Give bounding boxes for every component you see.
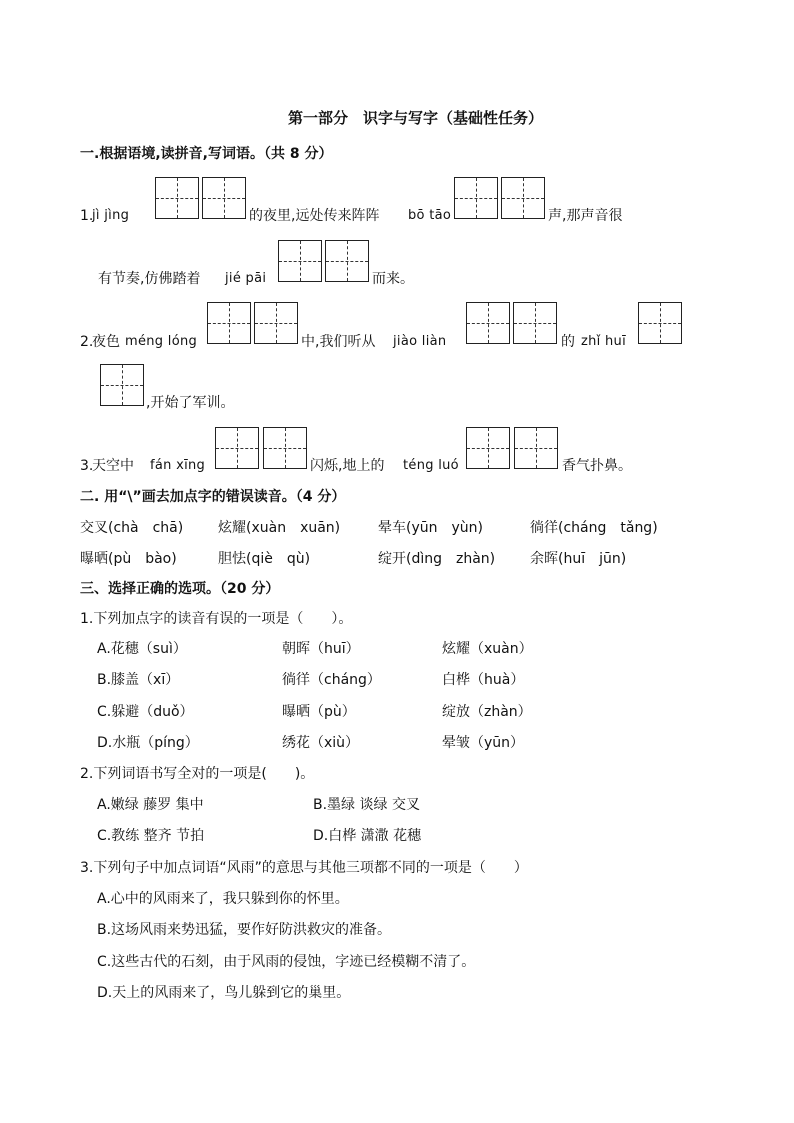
option-item[interactable]: C.教练 整齐 节拍 bbox=[97, 828, 205, 844]
writing-box[interactable] bbox=[466, 427, 510, 469]
option-item: 绽放（zhàn） bbox=[442, 704, 532, 720]
q1-number: 1. bbox=[80, 208, 94, 224]
pinyin-teng-luo: téng luó bbox=[403, 458, 459, 473]
writing-box[interactable] bbox=[263, 427, 307, 469]
pinyin-bo-tao: bō tāo bbox=[408, 208, 452, 223]
question-stem: 3.下列句子中加点词语“风雨”的意思与其他三项都不同的一项是（ ） bbox=[80, 860, 528, 876]
writing-box[interactable] bbox=[100, 364, 144, 406]
writing-box[interactable] bbox=[254, 302, 298, 344]
option-item[interactable]: D.水瓶（píng） bbox=[97, 735, 199, 751]
sentence-text: 声,那声音很 bbox=[548, 208, 623, 224]
option-item[interactable]: B.这场风雨来势迅猛，要作好防洪救灾的准备。 bbox=[97, 922, 392, 938]
writing-box[interactable] bbox=[454, 177, 498, 219]
sentence-text: 天空中 bbox=[92, 458, 134, 474]
pronunciation-item: 曝晒(pù bào) bbox=[80, 551, 177, 567]
writing-box[interactable] bbox=[466, 302, 510, 344]
section-2-heading: 二. 用“\”画去加点字的错误读音。（4 分） bbox=[80, 489, 346, 505]
sentence-text: 的夜里,远处传来阵阵 bbox=[249, 208, 380, 224]
option-item[interactable]: B.墨绿 谈绿 交叉 bbox=[313, 797, 420, 813]
writing-box[interactable] bbox=[155, 177, 199, 219]
option-item: 白桦（huà） bbox=[442, 672, 525, 688]
option-item[interactable]: C.这些古代的石刻，由于风雨的侵蚀，字迹已经模糊不清了。 bbox=[97, 954, 476, 970]
pronunciation-item: 晕车(yūn yùn) bbox=[378, 520, 483, 536]
option-item[interactable]: D.天上的风雨来了，鸟儿躲到它的巢里。 bbox=[97, 985, 351, 1001]
sentence-text: 闪烁,地上的 bbox=[310, 458, 385, 474]
pronunciation-item: 徜徉(cháng tǎng) bbox=[530, 520, 658, 536]
question-stem: 1.下列加点字的读音有误的一项是（ ）。 bbox=[80, 611, 353, 627]
pinyin-meng-long: méng lóng bbox=[125, 334, 198, 349]
pinyin-zhi-hui: zhǐ huī bbox=[581, 334, 626, 349]
question-stem: 2.下列词语书写全对的一项是( )。 bbox=[80, 766, 315, 782]
sentence-text: 中,我们听从 bbox=[301, 334, 376, 350]
option-item: 曝晒（pù） bbox=[282, 704, 356, 720]
pronunciation-item: 绽开(dìng zhàn) bbox=[378, 551, 496, 567]
sentence-text: 香气扑鼻。 bbox=[562, 458, 632, 474]
option-item[interactable]: A.花穗（suì） bbox=[97, 641, 187, 657]
sentence-text: 而来。 bbox=[372, 271, 414, 287]
option-item[interactable]: B.膝盖（xī） bbox=[97, 672, 180, 688]
option-item: 炫耀（xuàn） bbox=[442, 641, 533, 657]
sentence-text: 有节奏,仿佛踏着 bbox=[98, 271, 201, 287]
section-1-heading: 一.根据语境,读拼音,写词语。（共 8 分） bbox=[80, 146, 333, 162]
option-item[interactable]: A.嫩绿 藤罗 集中 bbox=[97, 797, 204, 813]
writing-box[interactable] bbox=[278, 240, 322, 282]
pinyin-jie-pai: jié pāi bbox=[225, 271, 267, 286]
option-item[interactable]: A.心中的风雨来了，我只躲到你的怀里。 bbox=[97, 891, 349, 907]
option-item: 徜徉（cháng） bbox=[282, 672, 381, 688]
q3-number: 3. bbox=[80, 458, 94, 474]
pronunciation-item: 炫耀(xuàn xuān) bbox=[218, 520, 341, 536]
writing-box[interactable] bbox=[514, 427, 558, 469]
option-item: 朝晖（huī） bbox=[282, 641, 360, 657]
pronunciation-item: 余晖(huī jūn) bbox=[530, 551, 627, 567]
option-item[interactable]: C.躲避（duǒ） bbox=[97, 704, 194, 720]
sentence-text: 夜色 bbox=[92, 334, 120, 350]
page-title: 第一部分 识字与写字（基础性任务） bbox=[288, 109, 544, 127]
writing-box[interactable] bbox=[325, 240, 369, 282]
option-item: 晕皱（yūn） bbox=[442, 735, 525, 751]
writing-box[interactable] bbox=[501, 177, 545, 219]
writing-box[interactable] bbox=[638, 302, 682, 344]
pronunciation-item: 交叉(chà chā) bbox=[80, 520, 184, 536]
writing-box[interactable] bbox=[202, 177, 246, 219]
sentence-text: 的 bbox=[561, 334, 575, 350]
q2-number: 2. bbox=[80, 334, 94, 350]
pinyin-fan-xing: fán xīng bbox=[150, 458, 206, 473]
option-item: 绣花（xiù） bbox=[282, 735, 360, 751]
pinyin-jiao-lian: jiào liàn bbox=[393, 334, 447, 349]
section-3-heading: 三、选择正确的选项。（20 分） bbox=[80, 581, 280, 597]
sentence-text: ,开始了军训。 bbox=[146, 395, 235, 411]
writing-box[interactable] bbox=[215, 427, 259, 469]
pinyin-ji-jing: jì jìng bbox=[92, 208, 130, 223]
pronunciation-item: 胆怯(qiè qù) bbox=[218, 551, 311, 567]
writing-box[interactable] bbox=[513, 302, 557, 344]
option-item[interactable]: D.白桦 潇潵 花穗 bbox=[313, 828, 422, 844]
writing-box[interactable] bbox=[207, 302, 251, 344]
